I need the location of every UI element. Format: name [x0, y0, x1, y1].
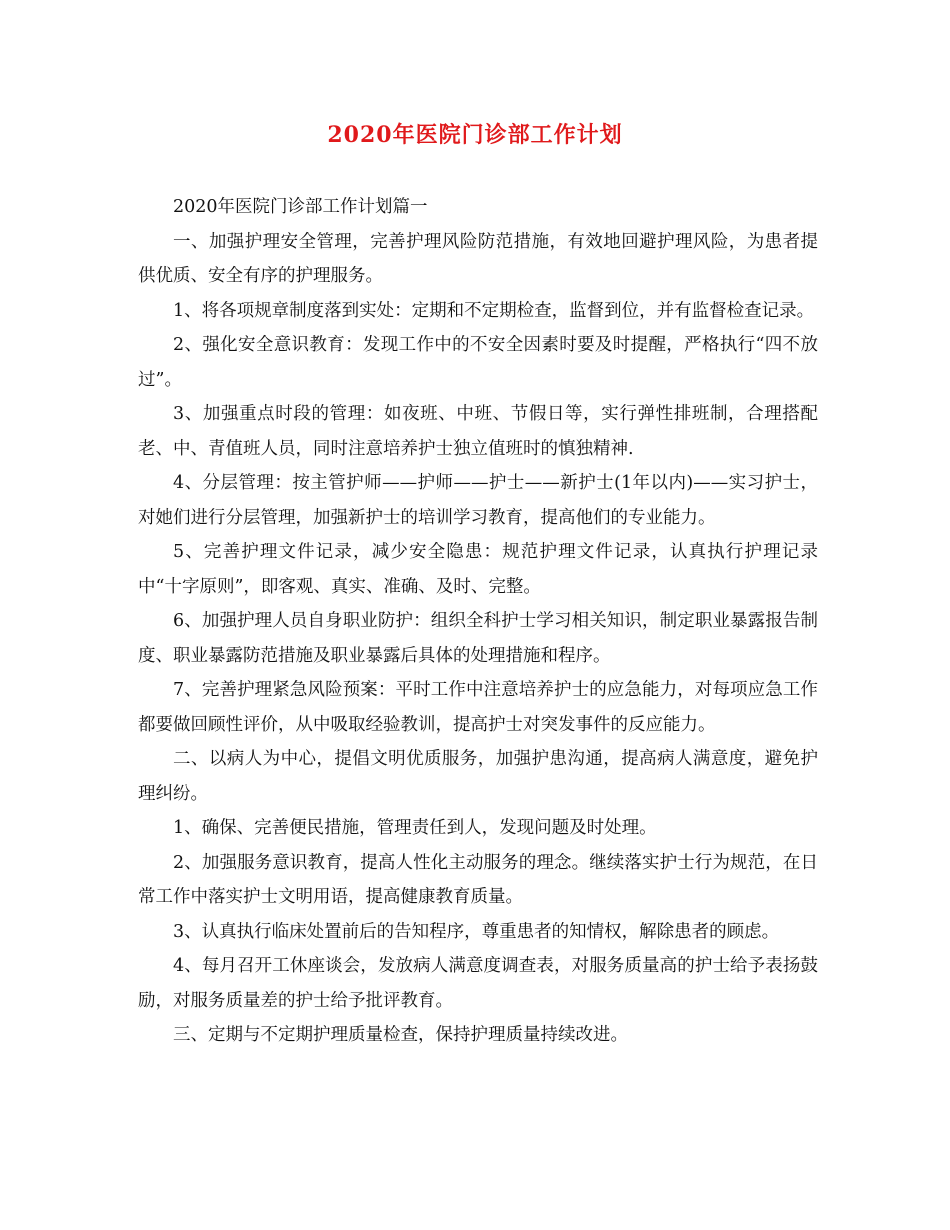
- paragraph: 2、强化安全意识教育：发现工作中的不安全因素时要及时提醒，严格执行“四不放过”。: [138, 335, 818, 390]
- paragraph: 5、完善护理文件记录，减少安全隐患：规范护理文件记录，认真执行护理记录中“十字原则”，即客观、真实、准确、及时、完整。: [138, 542, 818, 597]
- paragraph: 4、分层管理：按主管护师——护师——护士——新护士(1年以内)——实习护士，对她们进行分层管理，加强新护士的培训学习教育，提高他们的专业能力。: [138, 473, 818, 528]
- paragraph: 1、确保、完善便民措施，管理责任到人，发现问题及时处理。: [173, 818, 657, 838]
- paragraph: 2、加强服务意识教育，提高人性化主动服务的理念。继续落实护士行为规范，在日常工作中落实护士文明用语，提高健康教育质量。: [138, 852, 818, 907]
- paragraph: 3、认真执行临床处置前后的告知程序，尊重患者的知情权，解除患者的顾虑。: [173, 921, 780, 942]
- paragraph: 一、加强护理安全管理，完善护理风险防范措施，有效地回避护理风险，为患者提供优质、安全有序的护理服务。: [138, 231, 818, 286]
- paragraph: 1、将各项规章制度落到实处：定期和不定期检查，监督到位，并有监督检查记录。: [173, 300, 815, 321]
- paragraph: 4、每月召开工休座谈会，发放病人满意度调查表，对服务质量高的护士给予表扬鼓励，对服务质量差的护士给予批评教育。: [138, 956, 818, 1011]
- paragraph: 2020年医院门诊部工作计划篇一: [173, 197, 428, 217]
- paragraph: 6、加强护理人员自身职业防护：组织全科护士学习相关知识，制定职业暴露报告制度、职业暴露防范措施及职业暴露后具体的处理措施和程序。: [138, 611, 818, 666]
- paragraph: 二、以病人为中心，提倡文明优质服务，加强护患沟通，提高病人满意度，避免护理纠纷。: [138, 749, 818, 804]
- document-title: 2020年医院门诊部工作计划: [327, 122, 623, 148]
- document-body: [138, 190, 818, 1053]
- paragraph: 三、定期与不定期护理质量检查，保持护理质量持续改进。: [173, 1025, 628, 1045]
- paragraph: 3、加强重点时段的管理：如夜班、中班、节假日等，实行弹性排班制，合理搭配老、中、青值班人员，同时注意培养护士独立值班时的慎独精神.: [138, 404, 818, 459]
- paragraph: 7、完善护理紧急风险预案：平时工作中注意培养护士的应急能力，对每项应急工作都要做回顾性评价，从中吸取经验教训，提高护士对突发事件的反应能力。: [138, 680, 818, 735]
